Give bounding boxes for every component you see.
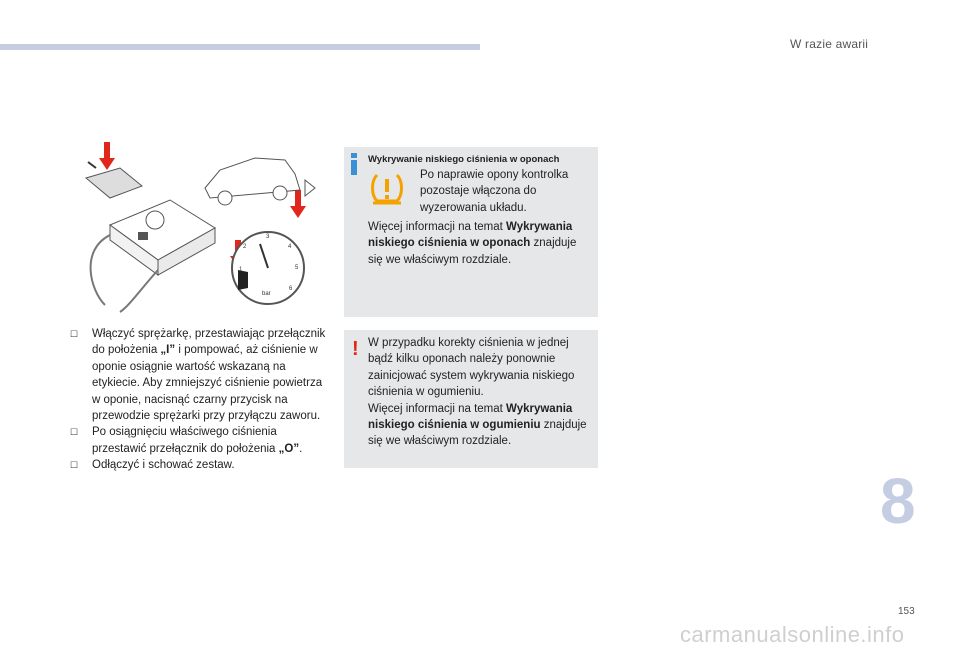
- gauge-unit: bar: [262, 291, 271, 297]
- warning-box: [344, 330, 598, 468]
- gauge-tick: 1: [239, 267, 243, 273]
- header-bar: [0, 44, 480, 50]
- chapter-number: 8: [880, 465, 916, 537]
- gauge-tick: 5: [295, 265, 299, 271]
- checkbox-bullet-icon: ☐: [70, 427, 79, 438]
- info-box-title: Wykrywanie niskiego ciśnienia w oponach: [368, 154, 560, 165]
- watermark: carmanualsonline.info: [680, 622, 905, 647]
- checkbox-bullet-icon: ☐: [70, 460, 79, 471]
- instruction-item: ☐ Włączyć sprężarkę, przestawiając przełącznik do położenia „I” i pompować, aż ciśnienie w oponie osiągnie wartość wskazaną na etykiecie. Aby zmniejszyć ciśnienie powietrza w oponie, nacisnąć czarny przycisk na przewodzie sprężarki przy przyłączu zaworu.: [70, 328, 326, 423]
- info-icon: [350, 153, 358, 175]
- compressor-illustration: [80, 140, 330, 315]
- gauge-tick: 2: [243, 244, 247, 250]
- warning-box-text: W przypadku korekty ciśnienia w jednej bądź kilku oponach należy ponownie zainicjować system wykrywania niskiego ciśnienia w ogumieniu. Więcej informacji na temat Wykrywania niskiego ciśnienia w ogumieniu znajduje się we właściwym rozdziale.: [368, 337, 587, 448]
- gauge-tick: 4: [288, 244, 292, 250]
- instruction-item: ☐ Po osiągnięciu właściwego ciśnienia przestawić przełącznik do położenia „O”.: [70, 426, 303, 455]
- instruction-list: [70, 326, 330, 474]
- tire-pressure-warning-icon: [368, 169, 406, 207]
- info-box: [344, 147, 598, 317]
- page-number: 153: [898, 606, 915, 617]
- info-box-text: Po naprawie opony kontrolka pozostaje włączona do wyzerowania układu.: [420, 169, 569, 214]
- section-title: W razie awarii: [790, 37, 869, 51]
- gauge-tick: 6: [289, 286, 293, 292]
- exclamation-icon: !: [352, 338, 359, 360]
- instruction-item: ☐ Odłączyć i schować zestaw.: [70, 457, 330, 473]
- info-box-reference: Więcej informacji na temat Wykrywania niskiego ciśnienia w oponach znajduje się we właściwym rozdziale.: [368, 221, 577, 266]
- gauge-tick: 3: [266, 234, 270, 240]
- checkbox-bullet-icon: ☐: [70, 329, 79, 339]
